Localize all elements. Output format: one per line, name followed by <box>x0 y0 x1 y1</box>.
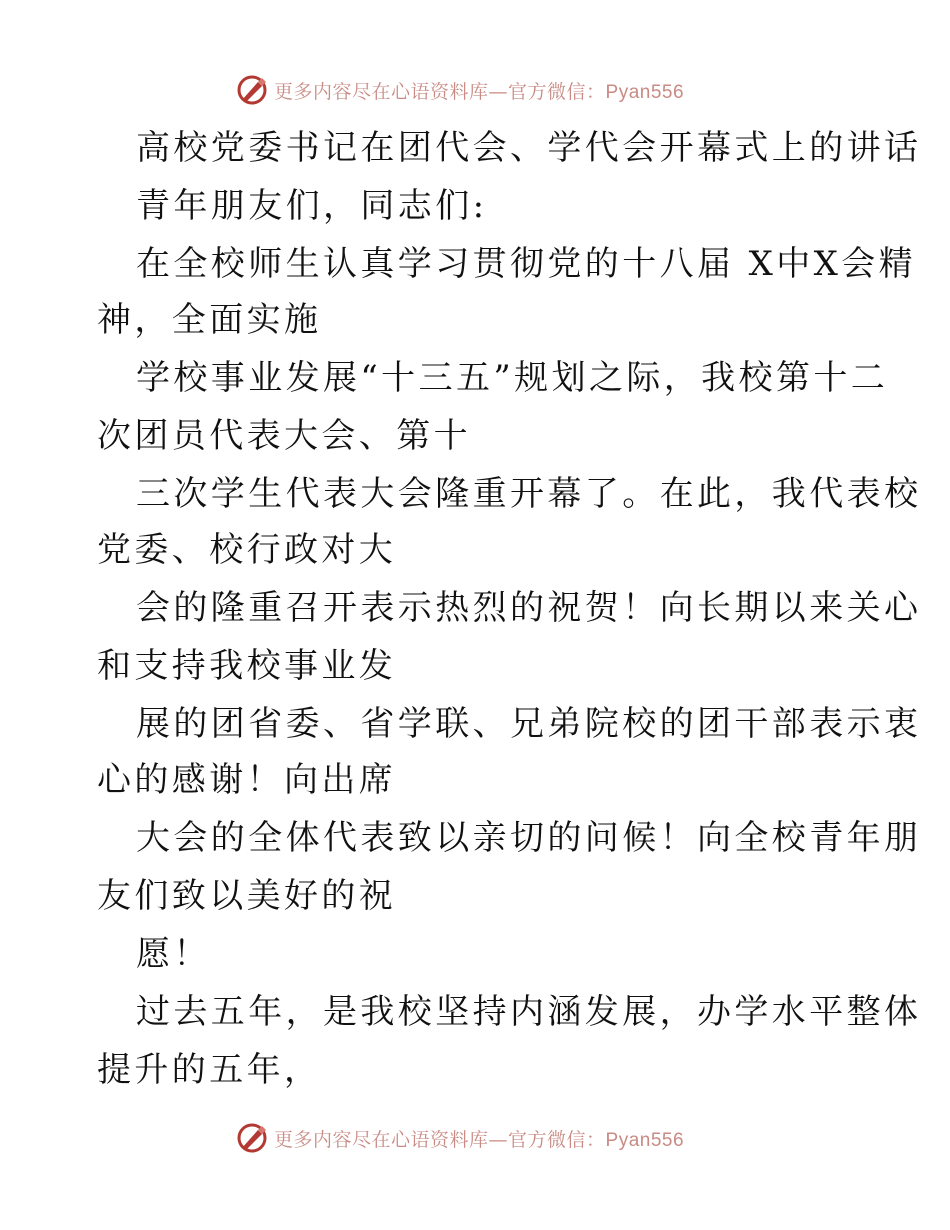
salutation: 青年朋友们，同志们: <box>136 186 488 226</box>
paragraph-line: 提升的五年， <box>97 1050 322 1090</box>
paragraph-line: 愿！ <box>136 934 211 974</box>
pen-logo-icon <box>236 74 268 106</box>
watermark-content <box>236 74 684 106</box>
paragraph-line: 学校事业发展“十三五”规划之际，我校第十二 <box>136 358 889 398</box>
watermark-banner-bottom <box>0 1118 950 1158</box>
paragraph-line: 神，全面实施 <box>97 300 322 340</box>
paragraph-line: 三次学生代表大会隆重开幕了。在此，我代表校 <box>136 474 922 514</box>
paragraph-line: 友们致以美好的祝 <box>97 876 397 916</box>
paragraph-line: 展的团省委、省学联、兄弟院校的团干部表示衷 <box>136 704 922 744</box>
paragraph-line: 心的感谢！向出席 <box>97 760 397 800</box>
paragraph-line: 大会的全体代表致以亲切的问候！向全校青年朋 <box>136 818 922 858</box>
watermark-text: 更多内容尽在心语资料库—官方微信： <box>274 80 606 103</box>
document-title: 高校党委书记在团代会、学代会开幕式上的讲话 <box>136 128 922 168</box>
watermark-handle: Pyan556 <box>605 81 685 103</box>
watermark-handle: Pyan556 <box>605 1129 685 1151</box>
paragraph-line: 会的隆重召开表示热烈的祝贺！向长期以来关心 <box>136 588 922 628</box>
paragraph-line: 在全校师生认真学习贯彻党的十八届 X中X会精 <box>136 244 917 284</box>
paragraph-line: 和支持我校事业发 <box>97 646 397 686</box>
paragraph-line: 次团员代表大会、第十 <box>97 416 471 456</box>
watermark-text: 更多内容尽在心语资料库—官方微信： <box>274 1128 606 1151</box>
paragraph-line: 过去五年，是我校坚持内涵发展，办学水平整体 <box>136 992 922 1032</box>
watermark-banner-top <box>0 70 950 110</box>
pen-logo-icon <box>236 1122 268 1154</box>
paragraph-line: 党委、校行政对大 <box>97 530 397 570</box>
watermark-content <box>236 1122 684 1154</box>
